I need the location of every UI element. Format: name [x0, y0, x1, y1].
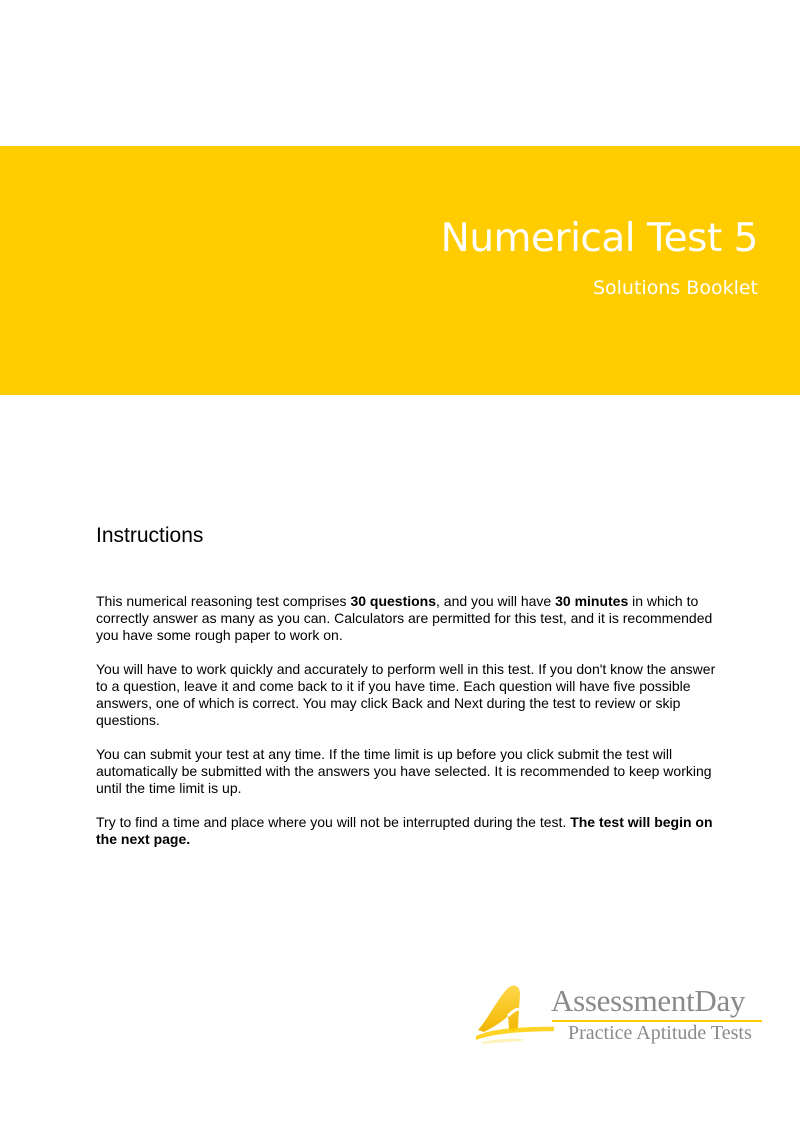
instructions-heading: Instructions: [96, 524, 204, 547]
p1-text-1: This numerical reasoning test comprises: [96, 593, 351, 609]
instructions-paragraph-3: You can submit your test at any time. If the time limit is up before you click submit the test will automatically be submitted with the answers you have selected. It is recommended to keep working until the time limit is up.: [96, 746, 712, 796]
p1-text-2: , and you will have: [436, 593, 556, 609]
instructions-section: [96, 524, 716, 865]
instructions-paragraph-1: [96, 593, 716, 644]
document-subtitle: Solutions Booklet: [592, 277, 758, 299]
time-limit: 30 minutes: [555, 593, 629, 609]
logo-wordmark: AssessmentDay: [551, 983, 746, 1018]
assessmentday-a-logo-icon: [474, 980, 554, 1055]
p4-text-1: Try to find a time and place where you will not be interrupted during the test.: [96, 814, 571, 830]
document-title: Numerical Test 5: [440, 216, 758, 261]
instructions-paragraph-2: You will have to work quickly and accurately to perform well in this test. If you don't know the answer to a question, leave it and come back to it if you have time. Each question will have five possible answers, one of which is correct. You may click Back and Next during the test to review or skip questions.: [96, 661, 716, 728]
logo-tagline: Practice Aptitude Tests: [568, 1022, 752, 1044]
p1-text-3: in which to correctly answer as many as you can. Calculators are permitted for this test, and it is recommended you have some rough paper to work on.: [96, 593, 713, 643]
instructions-paragraph-4: [96, 814, 716, 848]
question-count: 30 questions: [350, 593, 437, 609]
title-banner: [0, 146, 800, 395]
next-page-notice: The test will begin on the next page.: [96, 814, 713, 847]
assessmentday-logo: [474, 980, 774, 1055]
